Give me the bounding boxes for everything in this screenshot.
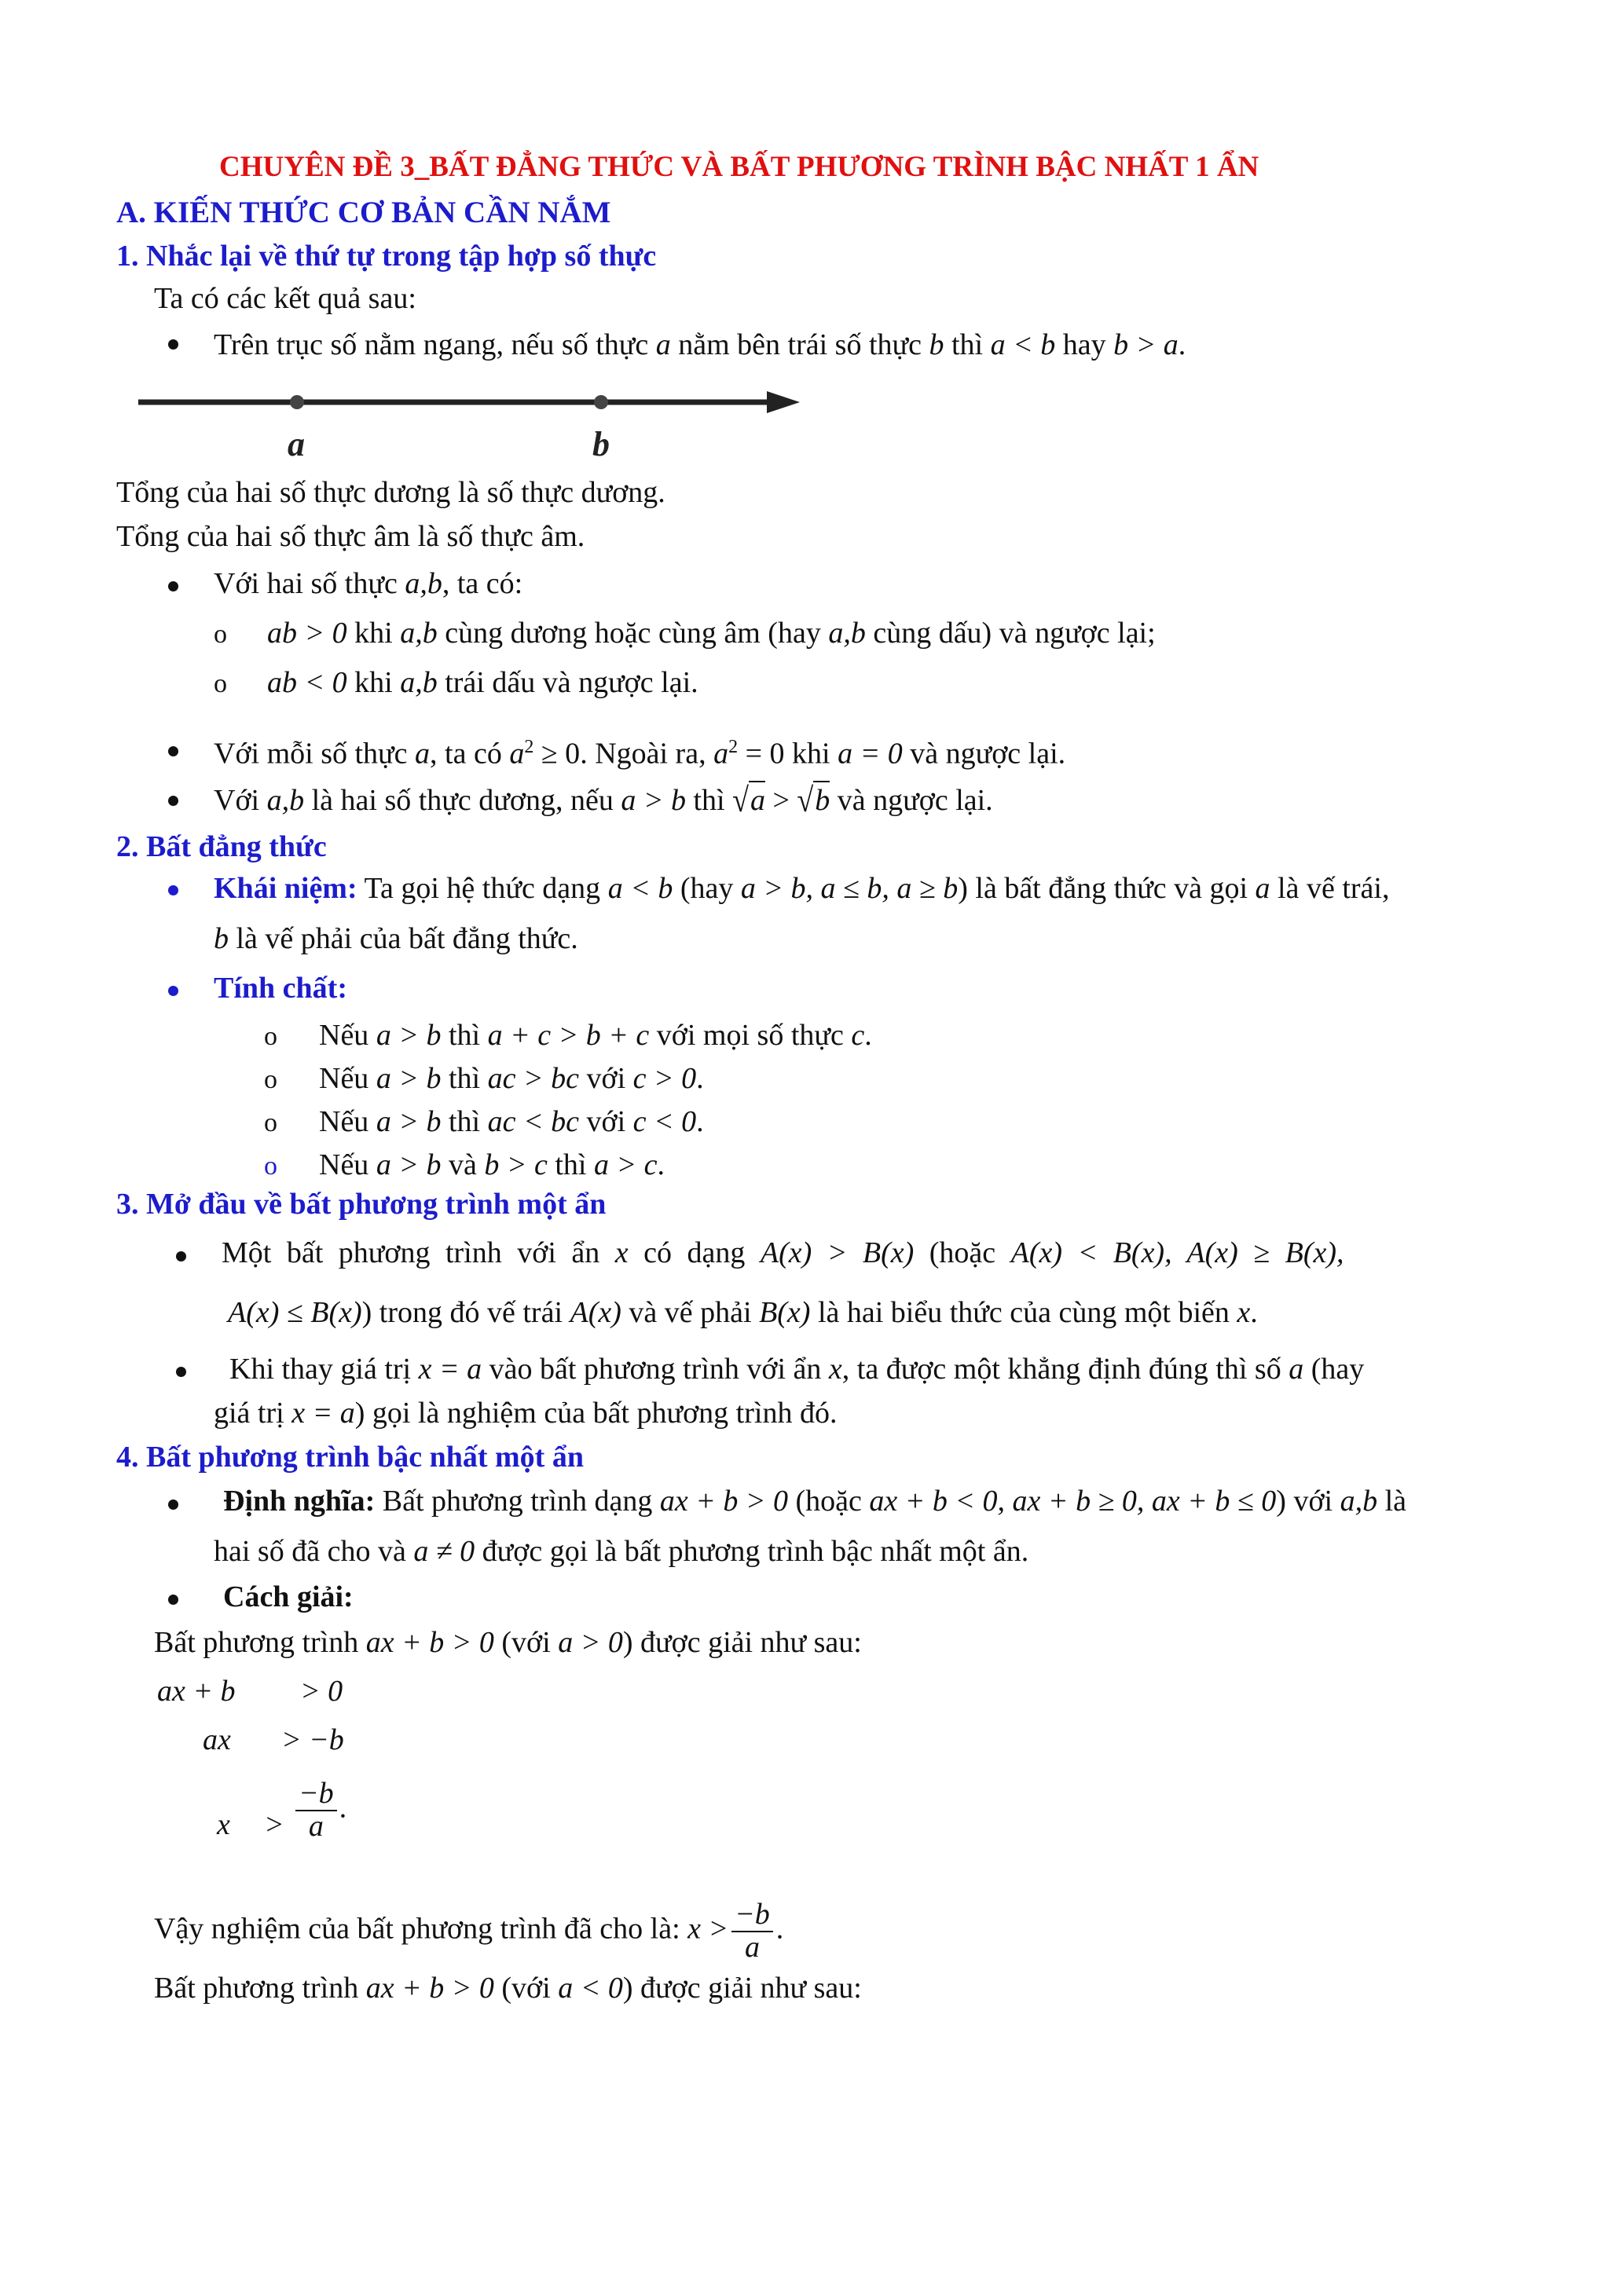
property-4: Nếu a > b và b > c thì a > c. — [319, 1148, 665, 1181]
solve-negative-intro: Bất phương trình ax + b > 0 (với a < 0) được giải như sau: — [154, 1972, 862, 2005]
inequality-definition-cont: b là vế phải của bất đẳng thức. — [214, 922, 578, 955]
bullet-dot — [176, 1367, 186, 1377]
product-negative-text: ab < 0 khi a,b trái dấu và ngược lại. — [267, 666, 698, 699]
bullet-dot — [168, 746, 178, 756]
section-1-heading: 1. Nhắc lại về thứ tự trong tập hợp số thực — [116, 240, 657, 273]
section-4-heading: 4. Bất phương trình bậc nhất một ẩn — [116, 1441, 584, 1474]
properties-label: Tính chất: — [214, 972, 347, 1005]
bullet-dot — [176, 1251, 186, 1262]
number-line-arrow-icon — [767, 391, 800, 413]
bullet-dot — [168, 581, 178, 591]
solution-definition-cont: giá trị x = a) gọi là nghiệm của bất phương trình đó. — [214, 1397, 838, 1430]
inequation-form-cont: A(x) ≤ B(x)) trong đó vế trái A(x) và vế phải B(x) là hai biểu thức của cùng một biến x. — [228, 1296, 1258, 1329]
bullet-numberline-text: Trên trục số nằm ngang, nếu số thực a nằm bên trái số thực b thì a < b hay b > a. — [214, 328, 1186, 361]
section-2-heading: 2. Bất đẳng thức — [116, 830, 327, 863]
solution-conclusion: Vậy nghiệm của bất phương trình đã cho là: x > $\frac{-b}{a}$ . — [154, 1898, 784, 1964]
intro-text: Ta có các kết quả sau: — [154, 282, 416, 315]
solution-definition: Khi thay giá trị x = a vào bất phương trình với ẩn x, ta được một khẳng định đúng thì số a (hay — [229, 1353, 1365, 1386]
step-3-rel: > — [264, 1808, 284, 1841]
bullet-dot — [168, 796, 178, 806]
point-a-marker — [290, 395, 304, 409]
step-2-lhs: ax — [203, 1723, 231, 1756]
document-title: CHUYÊN ĐỀ 3_BẤT ĐẲNG THỨC VÀ BẤT PHƯƠNG TRÌNH BẬC NHẤT 1 ẨN — [219, 151, 1259, 183]
circle-bullet-icon: o — [264, 1065, 277, 1094]
section-3-heading: 3. Mở đầu về bất phương trình một ẩn — [116, 1188, 607, 1221]
point-b-marker — [594, 395, 608, 409]
bullet-dot — [168, 885, 178, 895]
step-3-fraction: $\frac{-b}{a}$ . — [292, 1778, 347, 1843]
point-a-label: a — [288, 425, 305, 463]
bullet-dot — [168, 986, 178, 996]
point-b-label: b — [592, 425, 610, 463]
step-1-rhs: > 0 — [300, 1675, 343, 1708]
step-3-lhs: x — [217, 1808, 230, 1841]
linear-inequation-definition-cont: hai số đã cho và a ≠ 0 được gọi là bất phương trình bậc nhất một ẩn. — [214, 1535, 1029, 1568]
bullet-dot — [168, 1595, 178, 1605]
inequality-definition: Khái niệm: Ta gọi hệ thức dạng a < b (hay a > b, a ≤ b, a ≥ b) là bất đẳng thức và gọi a là vế trái, — [214, 872, 1390, 905]
property-3: Nếu a > b thì ac < bc với c < 0. — [319, 1105, 704, 1138]
how-to-solve-label: Cách giải: — [223, 1580, 354, 1613]
solve-positive-intro: Bất phương trình ax + b > 0 (với a > 0) được giải như sau: — [154, 1626, 862, 1659]
section-a-heading: A. KIẾN THỨC CƠ BẢN CẦN NẮM — [116, 196, 611, 229]
product-positive-text: ab > 0 khi a,b cùng dương hoặc cùng âm (hay a,b cùng dấu) và ngược lại; — [267, 617, 1156, 650]
step-1-lhs: ax + b — [157, 1675, 236, 1708]
square-root-text: Với a,b là hai số thực dương, nếu a > b thì √a > √b và ngược lại. — [214, 781, 993, 820]
number-line-figure — [134, 377, 809, 471]
inequation-form: Một bất phương trình với ẩn x có dạng A(x) > B(x) (hoặc A(x) < B(x), A(x) ≥ B(x), — [222, 1236, 1344, 1269]
circle-bullet-icon: o — [264, 1022, 277, 1051]
bullet-dot — [168, 339, 178, 350]
property-1: Nếu a > b thì a + c > b + c với mọi số thực c. — [319, 1019, 872, 1052]
circle-bullet-icon: o — [214, 669, 227, 698]
bullet-dot — [168, 1500, 178, 1510]
circle-bullet-icon: o — [264, 1108, 277, 1137]
linear-inequation-definition: Định nghĩa: Bất phương trình dạng ax + b > 0 (hoặc ax + b < 0, ax + b ≥ 0, ax + b ≤ 0) với a,b là — [223, 1485, 1407, 1518]
sum-positive-text: Tổng của hai số thực dương là số thực dương. — [116, 476, 665, 509]
step-2-rhs: > −b — [281, 1723, 344, 1756]
circle-bullet-icon: o — [214, 620, 227, 649]
circle-bullet-icon: o — [264, 1152, 277, 1181]
property-2: Nếu a > b thì ac > bc với c > 0. — [319, 1062, 704, 1095]
sum-negative-text: Tổng của hai số thực âm là số thực âm. — [116, 520, 585, 553]
square-nonnegative-text: Với mỗi số thực a, ta có $a^2 \ge 0$. Ngoài ra, $a^2 = 0$ khi a = 0 và ngược lại. — [214, 737, 1066, 771]
bullet-two-reals: Với hai số thực a,b, ta có: — [214, 567, 523, 600]
